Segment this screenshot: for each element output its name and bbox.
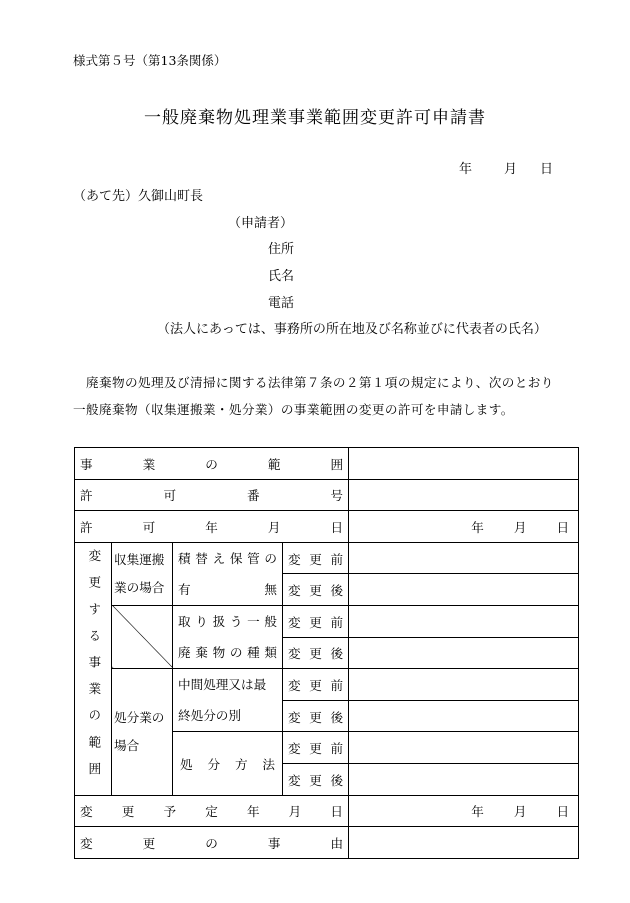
storage-after-field[interactable] [349,574,579,606]
name-label: 氏名 [268,269,295,284]
document-title: 一般廃棄物処理業事業範囲変更許可申請書 [144,108,486,128]
intermediate-after-label: 変 更 後 [283,700,349,732]
disposal-method-label: 処 分 方 法 [173,732,283,795]
scheduled-date-label: 変 更 予 定 年 月 日 [75,795,349,827]
reason-label: 変 更 の 事 由 [75,827,349,859]
corporation-note: （法人にあっては、事務所の所在地及び名称並びに代表者の氏名） [157,322,547,337]
permit-date-field[interactable] [349,511,579,543]
permit-date-month: 月 [513,519,527,535]
form-number: 様式第５号（第13条関係） [73,53,227,68]
diagonal-cell [112,605,173,668]
date-month-label: 月 [504,162,518,177]
intermediate-after-field[interactable] [349,700,579,732]
date-day-label: 日 [540,162,554,177]
application-table [74,447,579,859]
permit-number-field[interactable] [349,479,579,511]
intermediate-label: 中間処理又は最 終処分の別 [173,669,283,732]
business-scope-field[interactable] [349,448,579,480]
storage-label: 積 替 え 保 管 の 有 無 [173,542,283,605]
permit-date-label: 許 可 年 月 日 [75,511,349,543]
scheduled-date-field[interactable] [349,795,579,827]
addressee: （あて先）久御山町長 [73,189,204,204]
waste-after-field[interactable] [349,637,579,669]
waste-before-field[interactable] [349,605,579,637]
collection-case-label: 収集運搬業の場合 [112,542,173,605]
waste-before-label: 変 更 前 [283,605,349,637]
changed-scope-label: 変更する事業の範囲 [75,542,112,795]
intermediate-before-label: 変 更 前 [283,669,349,701]
scheduled-date-month: 月 [513,804,527,820]
reason-field[interactable] [349,827,579,859]
address-label: 住所 [268,242,295,257]
business-scope-label: 事 業 の 範 囲 [75,448,349,480]
storage-after-label: 変 更 後 [283,574,349,606]
scheduled-date-year: 年 [471,804,484,820]
table-row [75,479,579,511]
table-row [75,605,579,637]
permit-date-year: 年 [471,519,484,535]
date-year-label: 年 [459,162,473,177]
table-row [75,511,579,543]
permit-date-day: 日 [556,519,570,535]
table-row [75,669,579,701]
method-after-field[interactable] [349,763,579,795]
scheduled-date-day: 日 [556,804,570,820]
storage-before-field[interactable] [349,542,579,574]
table-row [75,827,579,859]
table-row [75,795,579,827]
application-statement: 廃棄物の処理及び清掃に関する法律第７条の２第１項の規定により、次のとおり一般廃棄物（収集運搬業・処分業）の事業範囲の変更の許可を申請します。 [73,375,554,417]
method-before-field[interactable] [349,732,579,764]
phone-label: 電話 [268,296,295,311]
storage-before-label: 変 更 前 [283,542,349,574]
method-after-label: 変 更 後 [283,763,349,795]
method-before-label: 変 更 前 [283,732,349,764]
permit-number-label: 許 可 番 号 [75,479,349,511]
waste-type-label: 取 り 扱 う 一 般 廃 棄 物 の 種 類 [173,605,283,668]
table-row [75,448,579,480]
disposal-case-label: 処分業の場合 [112,669,173,795]
table-row [75,542,579,574]
applicant-label: （申請者） [228,216,294,231]
intermediate-before-field[interactable] [349,669,579,701]
waste-after-label: 変 更 後 [283,637,349,669]
